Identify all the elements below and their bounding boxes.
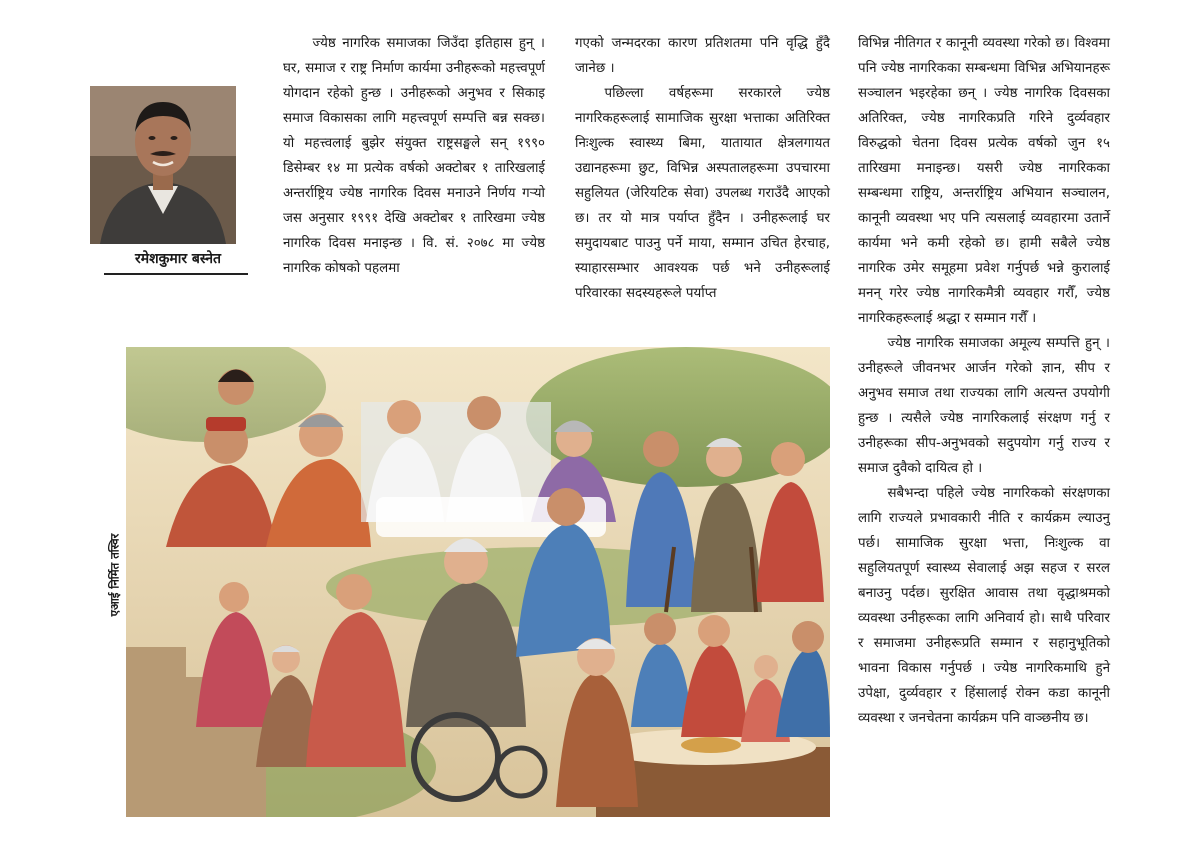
paragraph: सबैभन्दा पहिले ज्येष्ठ नागरिकको संरक्षणका लागि राज्यले प्रभावकारी नीति र कार्यक्रम ल्याउनु पर्छ। सामाजिक सुरक्षा भत्ता, निःशुल्क वा सहुलियतपूर्ण स्वास्थ्य सेवालाई अझ सहज र सरल बनाउनु पर्दछ। सुरक्षित आवास तथा वृद्धाश्रमको व्यवस्था उनीहरूका लागि अनिवार्य हो। साथै परिवार र समाजमा उनीहरूप्रति सम्मान र सहानुभूतिको भावना विकास गर्नुपर्छ । ज्येष्ठ नागरिकमाथि हुने उपेक्षा, दुर्व्यवहार र हिंसालाई रोक्न कडा कानूनी व्यवस्था र जनचेतना कार्यक्रम पनि वाञ्छनीय छ।	[858, 486, 1110, 726]
illustration-credit	[104, 520, 126, 630]
elderly-care-illustration	[126, 347, 830, 817]
paragraph: ज्येष्ठ नागरिक समाजका जिउँदा इतिहास हुन् । घर, समाज र राष्ट्र निर्माण कार्यमा उनीहरूको महत्त्वपूर्ण योगदान रहेको हुन्छ । उनीहरूको अनुभव र सिकाइ समाज विकासका लागि महत्त्वपूर्ण सम्पत्ति बन्न सक्छ। यो महत्त्वलाई बुझेर संयुक्त राष्ट्रसङ्घले सन् १९९० डिसेम्बर १४ मा प्रत्येक वर्षको अक्टोबर १ तारिखलाई अन्तर्राष्ट्रिय ज्येष्ठ नागरिक दिवस मनाउने निर्णय गऱ्यो जस अनुसार १९९१ देखि अक्टोबर १ तारिखमा ज्येष्ठ नागरिक दिवस मनाइन्छ । वि. सं. २०७८ मा ज्येष्ठ नागरिक कोषको पहलमा	[283, 36, 545, 276]
paragraph: ज्येष्ठ नागरिक समाजका अमूल्य सम्पत्ति हुन् । उनीहरूले जीवनभर आर्जन गरेको ज्ञान, सीप र अनुभव समाज तथा राज्यका लागि अत्यन्त उपयोगी हुन्छ । त्यसैले ज्येष्ठ नागरिकलाई संरक्षण गर्नु र उनीहरूका सीप-अनुभवको सदुपयोग गर्नु राज्य र समाज दुवैको दायित्व हो ।	[858, 336, 1110, 476]
author-photo	[90, 86, 236, 244]
paragraph: गएको जन्मदरका कारण प्रतिशतमा पनि वृद्धि हुँदै जानेछ ।	[575, 36, 830, 76]
article-column-3	[858, 31, 1110, 731]
article-column-1	[283, 31, 545, 281]
paragraph: विभिन्न नीतिगत र कानूनी व्यवस्था गरेको छ। विश्वमा पनि ज्येष्ठ नागरिकका सम्बन्धमा विभिन्न अभियानहरू सञ्चालन भइरहेका छन् । ज्येष्ठ नागरिक दिवसका अतिरिक्त, ज्येष्ठ नागरिकप्रति गरिने दुर्व्यवहार विरुद्धको चेतना दिवस प्रत्येक वर्षको जुन १५ तारिखमा मनाइन्छ। यसरी ज्येष्ठ नागरिकका सम्बन्धमा राष्ट्रिय, अन्तर्राष्ट्रिय अभियान सञ्चालन, कानूनी व्यवस्था भए पनि त्यसलाई व्यवहारमा उतार्ने कार्यमा भने कमी रहेको छ। हामी सबैले ज्येष्ठ नागरिक उमेर समूहमा प्रवेश गर्नुपर्छ भन्ने कुरालाई मनन् गरेर ज्येष्ठ नागरिकमैत्री व्यवहार गरौँ, ज्येष्ठ नागरिकहरूलाई श्रद्धा र सम्मान गरौँ ।	[858, 36, 1110, 326]
illustration-credit-text: एआई निर्मित तस्विर	[107, 533, 122, 617]
article-column-2	[575, 31, 830, 306]
author-divider	[104, 273, 248, 275]
author-name: रमेशकुमार बस्नेत	[134, 251, 222, 267]
paragraph: पछिल्ला वर्षहरूमा सरकारले ज्येष्ठ नागरिकहरूलाई सामाजिक सुरक्षा भत्ताका अतिरिक्त निःशुल्क स्वास्थ्य बिमा, यातायात क्षेत्रलगायत उद्यानहरूमा छुट, विभिन्न अस्पतालहरूमा उपचारमा सहुलियत (जेरियटिक सेवा) उपलब्ध गराउँदै आएको छ। तर यो मात्र पर्याप्त हुँदैन । उनीहरूलाई घर समुदायबाट पाउनु पर्ने माया, सम्मान उचित हेरचाह, स्याहारसम्भार आवश्यक पर्छ भने उनीहरूलाई परिवारका सदस्यहरूले पर्याप्त	[575, 86, 830, 301]
